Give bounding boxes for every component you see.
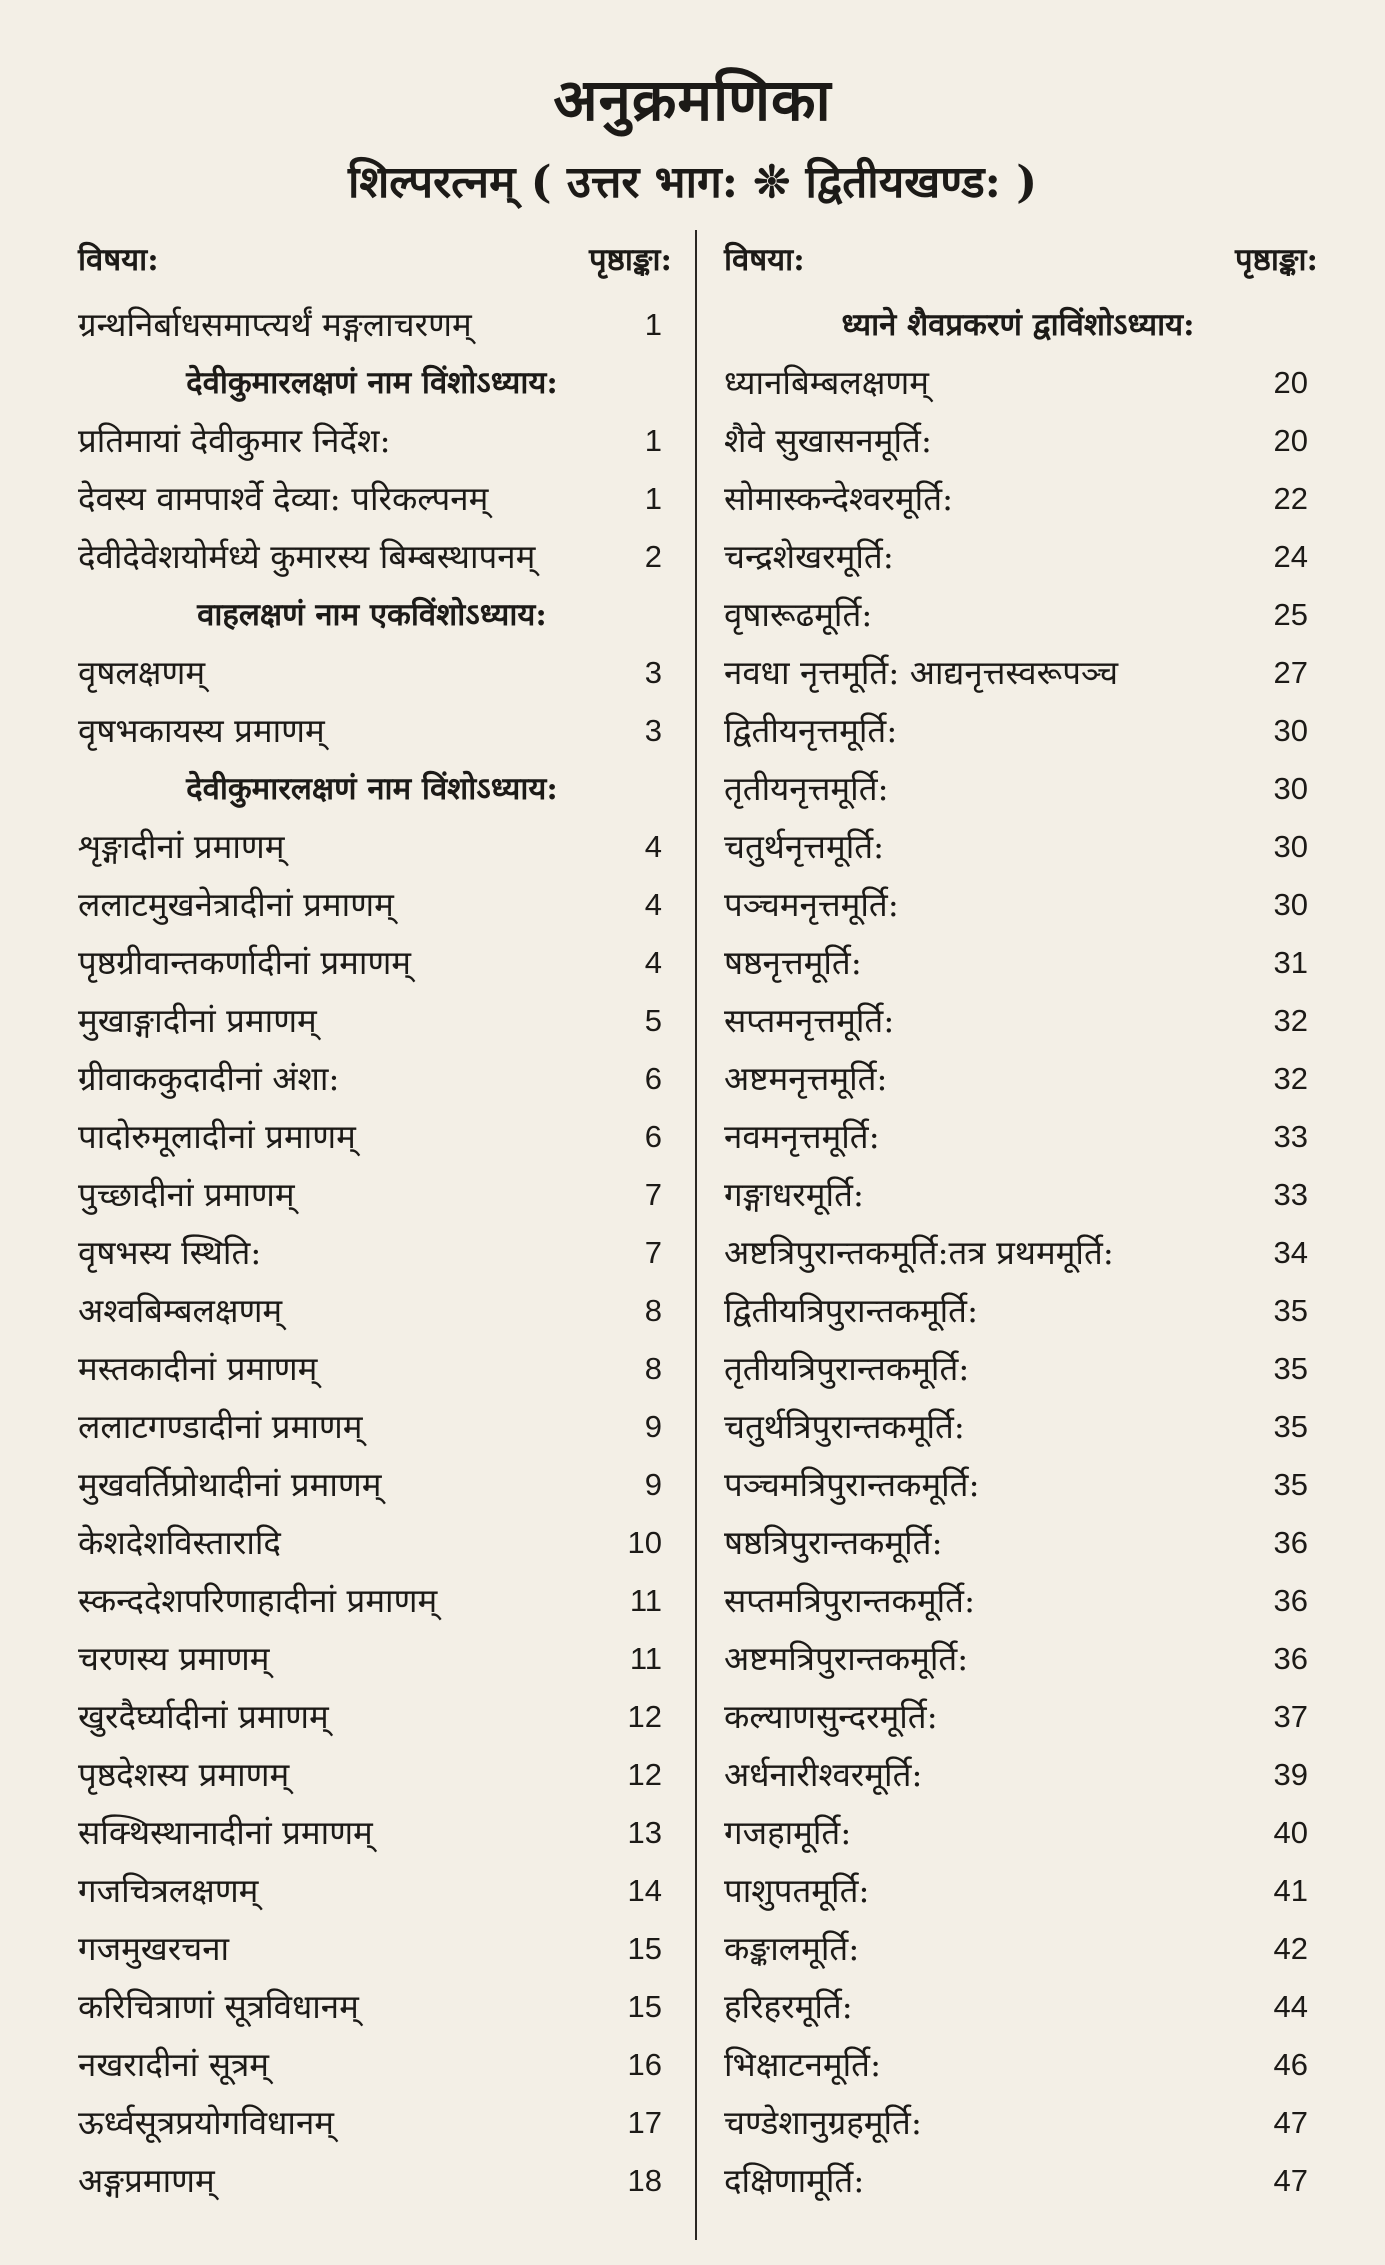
index-entry xyxy=(718,1920,1318,1978)
entry-page-number: 3 xyxy=(644,655,662,690)
index-entry xyxy=(718,2036,1318,2094)
entry-title: तृतीयनृत्तमूर्ति: xyxy=(724,769,889,808)
entry-title: कङ्कालमूर्ति: xyxy=(724,1929,860,1968)
entry-page-number: 20 xyxy=(1273,423,1308,458)
index-entry xyxy=(718,992,1318,1050)
index-entry xyxy=(72,818,672,876)
index-entry xyxy=(72,992,672,1050)
entry-title: वृषलक्षणम् xyxy=(78,653,206,692)
entry-page-number: 4 xyxy=(644,887,662,922)
entry-page-number: 1 xyxy=(644,481,662,516)
entry-page-number: 30 xyxy=(1273,713,1308,748)
index-entry xyxy=(72,528,672,586)
chapter-heading xyxy=(72,354,672,412)
entry-title: चन्द्रशेखरमूर्ति: xyxy=(724,537,894,576)
entry-title: द्वितीयनृत्तमूर्ति: xyxy=(724,711,898,750)
entry-title: चतुर्थत्रिपुरान्तकमूर्ति: xyxy=(724,1407,965,1446)
chapter-heading xyxy=(72,760,672,818)
entry-title: वृषारूढमूर्ति: xyxy=(724,595,873,634)
page-subtitle: शिल्परत्नम् ( उत्तर भाग: ❊ द्वितीयखण्ड: ) xyxy=(347,157,1038,208)
index-entry xyxy=(718,528,1318,586)
index-entry xyxy=(718,1108,1318,1166)
entry-title: नवमनृत्तमूर्ति: xyxy=(724,1117,880,1156)
index-entry xyxy=(72,702,672,760)
index-entry xyxy=(718,1804,1318,1862)
index-entry xyxy=(72,1456,672,1514)
index-entry xyxy=(72,1630,672,1688)
index-entry xyxy=(72,1224,672,1282)
index-entry xyxy=(718,876,1318,934)
entry-title: गजचित्रलक्षणम् xyxy=(78,1871,259,1910)
left-column xyxy=(72,238,672,2210)
entry-page-number: 2 xyxy=(644,539,662,574)
entry-title: खुरदैर्घ्यादीनां प्रमाणम् xyxy=(78,1697,329,1736)
entry-page-number: 31 xyxy=(1273,945,1308,980)
entry-title: पृष्ठग्रीवान्तकर्णादीनां प्रमाणम् xyxy=(78,943,412,982)
index-entry xyxy=(718,1978,1318,2036)
entry-page-number: 40 xyxy=(1273,1815,1308,1850)
subject-header: विषया: xyxy=(724,242,805,278)
entry-page-number: 30 xyxy=(1273,887,1308,922)
entry-page-number: 9 xyxy=(644,1467,662,1502)
entry-title: अश्वबिम्बलक्षणम् xyxy=(78,1291,283,1330)
index-entry xyxy=(72,1746,672,1804)
entry-page-number: 44 xyxy=(1273,1989,1308,2024)
index-entry xyxy=(72,1166,672,1224)
entry-page-number: 47 xyxy=(1273,2105,1308,2140)
index-entry xyxy=(718,1340,1318,1398)
index-entry xyxy=(72,470,672,528)
entry-page-number: 34 xyxy=(1273,1235,1308,1270)
entry-page-number: 35 xyxy=(1273,1293,1308,1328)
left-entries xyxy=(72,296,672,2210)
entry-title: पृष्ठदेशस्य प्रमाणम् xyxy=(78,1755,290,1794)
entry-page-number: 30 xyxy=(1273,771,1308,806)
entry-title: केशदेशविस्तारादि xyxy=(78,1523,281,1562)
entry-title: पुच्छादीनां प्रमाणम् xyxy=(78,1175,295,1214)
entry-page-number: 18 xyxy=(627,2163,662,2198)
index-entry xyxy=(72,1282,672,1340)
index-entry xyxy=(72,1050,672,1108)
entry-title: ललाटगण्डादीनां प्रमाणम् xyxy=(78,1407,363,1446)
entry-title: अङ्गप्रमाणम् xyxy=(78,2161,215,2200)
index-entry xyxy=(72,1688,672,1746)
entry-title: मुखाङ्गादीनां प्रमाणम् xyxy=(78,1001,317,1040)
entry-page-number: 5 xyxy=(644,1003,662,1038)
index-entry xyxy=(718,354,1318,412)
entry-title: गङ्गाधरमूर्ति: xyxy=(724,1175,865,1214)
entry-page-number: 46 xyxy=(1273,2047,1308,2082)
index-entry xyxy=(72,1514,672,1572)
index-entry xyxy=(72,1398,672,1456)
entry-title: प्रतिमायां देवीकुमार निर्देश: xyxy=(78,421,391,460)
entry-title: पञ्चमनृत्तमूर्ति: xyxy=(724,885,899,924)
index-entry xyxy=(72,934,672,992)
entry-title: देवीदेवेशयोर्मध्ये कुमारस्य बिम्बस्थापनम् xyxy=(78,537,536,576)
entry-page-number: 10 xyxy=(627,1525,662,1560)
index-entry xyxy=(72,296,672,354)
entry-page-number: 36 xyxy=(1273,1525,1308,1560)
index-entry xyxy=(718,1050,1318,1108)
entry-page-number: 42 xyxy=(1273,1931,1308,1966)
index-entry xyxy=(718,1688,1318,1746)
entry-page-number: 36 xyxy=(1273,1583,1308,1618)
column-divider xyxy=(695,230,697,2240)
index-entry xyxy=(718,760,1318,818)
entry-title: सप्तमनृत्तमूर्ति: xyxy=(724,1001,895,1040)
right-column xyxy=(718,238,1318,2210)
entry-title: नखरादीनां सूत्रम् xyxy=(78,2045,270,2084)
entry-page-number: 6 xyxy=(644,1061,662,1096)
chapter-title: देवीकुमारलक्षणं नाम विंशोऽध्याय: xyxy=(186,365,558,401)
entry-title: कल्याणसुन्दरमूर्ति: xyxy=(724,1697,938,1736)
entry-page-number: 33 xyxy=(1273,1177,1308,1212)
entry-page-number: 14 xyxy=(627,1873,662,1908)
index-entry xyxy=(718,470,1318,528)
index-entry xyxy=(718,702,1318,760)
entry-page-number: 35 xyxy=(1273,1467,1308,1502)
entry-title: षष्ठत्रिपुरान्तकमूर्ति: xyxy=(724,1523,943,1562)
entry-page-number: 33 xyxy=(1273,1119,1308,1154)
entry-page-number: 15 xyxy=(627,1989,662,2024)
entry-title: गजमुखरचना xyxy=(78,1929,230,1968)
entry-page-number: 20 xyxy=(1273,365,1308,400)
entry-page-number: 12 xyxy=(627,1699,662,1734)
entry-page-number: 1 xyxy=(644,423,662,458)
entry-page-number: 39 xyxy=(1273,1757,1308,1792)
entry-page-number: 37 xyxy=(1273,1699,1308,1734)
right-column-header xyxy=(718,238,1318,296)
entry-page-number: 15 xyxy=(627,1931,662,1966)
index-entry xyxy=(718,2094,1318,2152)
index-entry xyxy=(718,1746,1318,1804)
right-entries xyxy=(718,296,1318,2210)
entry-page-number: 4 xyxy=(644,829,662,864)
chapter-title: ध्याने शैवप्रकरणं द्वाविंशोऽध्याय: xyxy=(841,307,1195,343)
entry-title: अर्धनारीश्वरमूर्ति: xyxy=(724,1755,923,1794)
entry-title: देवस्य वामपार्श्वे देव्या: परिकल्पनम् xyxy=(78,479,489,518)
entry-title: ललाटमुखनेत्रादीनां प्रमाणम् xyxy=(78,885,394,924)
index-entry xyxy=(72,1804,672,1862)
entry-title: वृषभस्य स्थिति: xyxy=(78,1233,262,1272)
entry-title: मस्तकादीनां प्रमाणम् xyxy=(78,1349,318,1388)
entry-page-number: 6 xyxy=(644,1119,662,1154)
chapter-title: देवीकुमारलक्षणं नाम विंशोऽध्याय: xyxy=(186,771,558,807)
subject-header: विषया: xyxy=(78,242,159,278)
entry-page-number: 35 xyxy=(1273,1409,1308,1444)
index-entry xyxy=(718,1282,1318,1340)
entry-title: पञ्चमत्रिपुरान्तकमूर्ति: xyxy=(724,1465,980,1504)
chapter-heading xyxy=(718,296,1318,354)
index-entry xyxy=(72,1572,672,1630)
entry-title: हरिहरमूर्ति: xyxy=(724,1987,853,2026)
entry-title: नवधा नृत्तमूर्ति: आद्यनृत्तस्वरूपञ्च xyxy=(724,653,1119,692)
entry-title: तृतीयत्रिपुरान्तकमूर्ति: xyxy=(724,1349,970,1388)
entry-page-number: 11 xyxy=(629,1641,662,1676)
index-entry xyxy=(718,1166,1318,1224)
page-header: पृष्ठाङ्का: xyxy=(589,242,672,278)
index-entry xyxy=(72,876,672,934)
index-entry xyxy=(72,1978,672,2036)
entry-title: ग्रन्थनिर्बाधसमाप्त्यर्थं मङ्गलाचरणम् xyxy=(78,305,472,344)
entry-page-number: 32 xyxy=(1273,1003,1308,1038)
index-entry xyxy=(718,934,1318,992)
entry-title: सोमास्कन्देश्वरमूर्ति: xyxy=(724,479,954,518)
chapter-heading xyxy=(72,586,672,644)
entry-page-number: 41 xyxy=(1273,1873,1308,1908)
index-entry xyxy=(72,412,672,470)
index-entry xyxy=(72,2152,672,2210)
entry-title: दक्षिणामूर्ति: xyxy=(724,2161,865,2200)
entry-page-number: 24 xyxy=(1273,539,1308,574)
entry-title: अष्टमनृत्तमूर्ति: xyxy=(724,1059,888,1098)
entry-title: षष्ठनृत्तमूर्ति: xyxy=(724,943,862,982)
entry-title: वृषभकायस्य प्रमाणम् xyxy=(78,711,325,750)
index-entry xyxy=(718,1630,1318,1688)
entry-page-number: 32 xyxy=(1273,1061,1308,1096)
entry-title: करिचित्राणां सूत्रविधानम् xyxy=(78,1987,359,2026)
entry-title: अष्टत्रिपुरान्तकमूर्ति:तत्र प्रथममूर्ति: xyxy=(724,1233,1114,1272)
entry-page-number: 1 xyxy=(644,307,662,342)
index-entry xyxy=(72,2094,672,2152)
index-entry xyxy=(718,2152,1318,2210)
entry-page-number: 47 xyxy=(1273,2163,1308,2198)
entry-title: शृङ्गादीनां प्रमाणम् xyxy=(78,827,285,866)
entry-page-number: 8 xyxy=(644,1293,662,1328)
page-title: अनुक्रमणिका xyxy=(553,66,832,134)
index-entry xyxy=(718,818,1318,876)
entry-page-number: 9 xyxy=(644,1409,662,1444)
entry-title: ध्यानबिम्बलक्षणम् xyxy=(724,363,929,402)
index-entry xyxy=(72,1862,672,1920)
index-entry xyxy=(72,1108,672,1166)
entry-title: पादोरुमूलादीनां प्रमाणम् xyxy=(78,1117,356,1156)
entry-title: सप्तमत्रिपुरान्तकमूर्ति: xyxy=(724,1581,976,1620)
entry-title: शैवे सुखासनमूर्ति: xyxy=(724,421,932,460)
entry-page-number: 30 xyxy=(1273,829,1308,864)
entry-title: सक्थिस्थानादीनां प्रमाणम् xyxy=(78,1813,373,1852)
entry-page-number: 4 xyxy=(644,945,662,980)
index-entry xyxy=(72,1920,672,1978)
entry-page-number: 35 xyxy=(1273,1351,1308,1386)
entry-title: भिक्षाटनमूर्ति: xyxy=(724,2045,882,2084)
index-entry xyxy=(718,1398,1318,1456)
entry-title: चरणस्य प्रमाणम् xyxy=(78,1639,270,1678)
entry-page-number: 36 xyxy=(1273,1641,1308,1676)
chapter-title: वाहलक्षणं नाम एकविंशोऽध्याय: xyxy=(197,597,547,633)
entry-page-number: 8 xyxy=(644,1351,662,1386)
entry-page-number: 13 xyxy=(627,1815,662,1850)
index-entry xyxy=(718,1862,1318,1920)
entry-title: गजहामूर्ति: xyxy=(724,1813,852,1852)
entry-title: चतुर्थनृत्तमूर्ति: xyxy=(724,827,885,866)
entry-page-number: 17 xyxy=(627,2105,662,2140)
entry-page-number: 22 xyxy=(1273,481,1308,516)
page-header: पृष्ठाङ्का: xyxy=(1235,242,1318,278)
entry-title: पाशुपतमूर्ति: xyxy=(724,1871,870,1910)
entry-title: अष्टमत्रिपुरान्तकमूर्ति: xyxy=(724,1639,969,1678)
entry-title: द्वितीयत्रिपुरान्तकमूर्ति: xyxy=(724,1291,979,1330)
index-entry xyxy=(72,644,672,702)
left-column-header xyxy=(72,238,672,296)
index-entry xyxy=(718,1514,1318,1572)
entry-page-number: 12 xyxy=(627,1757,662,1792)
index-entry xyxy=(718,644,1318,702)
entry-page-number: 3 xyxy=(644,713,662,748)
entry-title: चण्डेशानुग्रहमूर्ति: xyxy=(724,2103,922,2142)
index-entry xyxy=(718,1572,1318,1630)
index-entry xyxy=(718,1456,1318,1514)
entry-title: ग्रीवाककुदादीनां अंशा: xyxy=(78,1059,340,1098)
index-entry xyxy=(718,1224,1318,1282)
entry-title: मुखवर्तिप्रोथादीनां प्रमाणम् xyxy=(78,1465,382,1504)
index-entry xyxy=(72,1340,672,1398)
entry-title: ऊर्ध्वसूत्रप्रयोगविधानम् xyxy=(78,2103,335,2142)
entry-page-number: 27 xyxy=(1273,655,1308,690)
entry-page-number: 11 xyxy=(629,1583,662,1618)
entry-title: स्कन्ददेशपरिणाहादीनां प्रमाणम् xyxy=(78,1581,438,1620)
index-entry xyxy=(718,412,1318,470)
index-entry xyxy=(718,586,1318,644)
entry-page-number: 16 xyxy=(627,2047,662,2082)
entry-page-number: 7 xyxy=(644,1235,662,1270)
entry-page-number: 25 xyxy=(1273,597,1308,632)
entry-page-number: 7 xyxy=(644,1177,662,1212)
index-entry xyxy=(72,2036,672,2094)
